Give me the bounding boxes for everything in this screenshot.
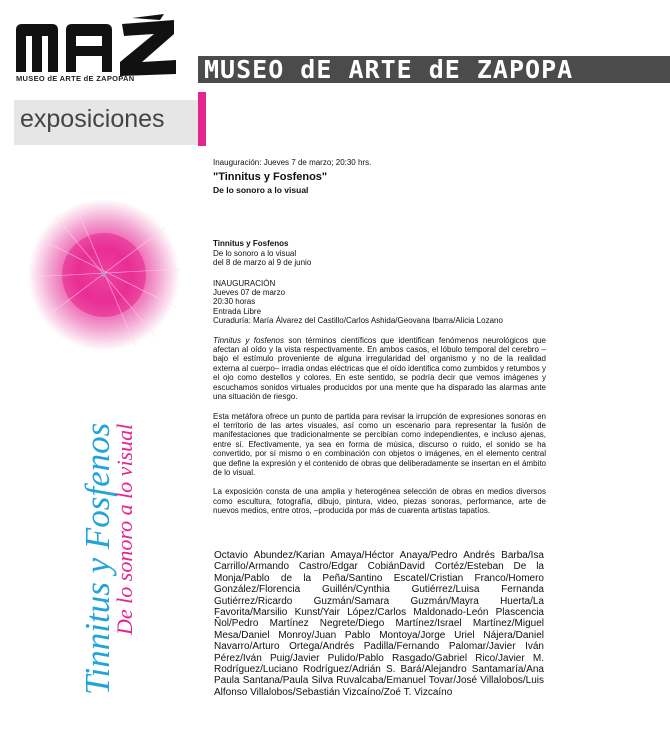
logo-caption: MUSEO dE ARTE dE ZAPOPAN xyxy=(16,74,135,83)
description-paragraph-3: La exposición consta de una amplia y heterogénea selección de obras en medios diversos como escultura, fotografía, dibujo, pintura, video, piezas sonoras, performance, arte de nuevos medios, entre otros, –producida por más de cuarenta artistas tapatíos. xyxy=(213,487,546,516)
inauguration-line: Inauguración: Jueves 7 de marzo; 20:30 hrs. xyxy=(213,158,372,167)
banner-text: MUSEO dE ARTE dE ZAPOPA xyxy=(204,56,574,83)
info-dates: del 8 de marzo al 9 de junio xyxy=(213,258,312,268)
exhibition-content xyxy=(213,158,546,516)
info-inauguration-label: INAUGURACIÓN xyxy=(213,278,276,288)
glowing-orb-image xyxy=(26,197,182,353)
exhibition-title: "Tinnitus y Fosfenos" xyxy=(213,171,328,184)
description-paragraph-2: Esta metáfora ofrece un punto de partida para revisar la irrupción de expresiones sonoras en el territorio de las artes visuales, así como un escenario para representar la fusión de manifestaciones que tradicionalmente se percibían como independientes, e incluso ajenas, entre sí. Efectivamente, ya sea en forma de música, discurso o ruido, el sonido se ha convertido, por sí mismo o en combinación con objetos o imágenes, en el elemento central que define la expresión y el contenido de obras que deliberadamente se insertan en el ámbito de lo visual. xyxy=(213,411,546,477)
info-inauguration-time: 20:30 horas xyxy=(213,297,256,307)
poster-subtitle: De lo sonoro a lo visual xyxy=(112,423,137,635)
info-inauguration-date: Jueves 07 de marzo xyxy=(213,288,286,298)
description-paragraph-1 xyxy=(213,336,546,402)
artist-list: Octavio Abundez/Karian Amaya/Héctor Anaya/Pedro Andrés Barba/Isa Carrillo/Armando Castro/Edgar CobiánDavid Cortéz/Esteban De la Monja/Pablo de la Peña/Santino Escatel/Cristian Franco/Homero González/Florencia Guillén/Cynthia Gutiérrez/Luisa Fernanda Gutiérrez/Ricardo Guzmán/Samara Guzmán/Mayra Huerta/La Favorita/Marsilio Kunst/Yair López/Carlos Maldonado-León Plascencia Ñol/Pedro Martínez Negrete/Diego Martínez/Israel Martínez/Miguel Mesa/Daniel Monroy/Juan Pablo Montoya/Jorge Uriel Nájera/Daniel Navarro/Arturo Ortega/Andrés Padilla/Fernando Palomar/Javier Iván Pérez/Iván Puig/Javier Pulido/Pablo Rasgado/Gabriel Rico/Javier M. Rodríguez/Luciano Rodríguez/Adrián S. Bará/Alejandro Santamaría/Ana Paula Santana/Paula Silva Ruvalcaba/Emanuel Tovar/José Villalobos/Luis Alfonso Villalobos/Sebastián Vizcaíno/Zoé T. Vizcaíno xyxy=(214,550,544,698)
poster-title: Tinnitus y Fosfenos xyxy=(78,422,117,695)
info-name: Tinnitus y Fosfenos xyxy=(213,239,289,249)
exhibition-info xyxy=(213,239,546,325)
museum-banner xyxy=(198,56,670,83)
info-tagline: De lo sonoro a lo visual xyxy=(213,248,297,258)
exhibition-subtitle: De lo sonoro a lo visual xyxy=(213,185,309,196)
description-text: son términos científicos que identifican fenómenos neurológicos que afectan al oído y la vista respectivamente. En ambos casos, el lóbulo temporal del cerebro –bajo el estímulo proveniente de alguna irregularidad del organismo y no de la realidad externa al cuerpo– irradia ondas eléctricas que el oído identifica como zumbidos y retumbos y el ojo como destellos y colores. En este sentido, se podría decir que vemos imágenes y escuchamos sonidos virtuales producidos por una mente que ha disparado las alarmas ante una situación de riesgo. xyxy=(213,335,546,402)
section-accent-strip xyxy=(198,92,206,146)
section-title[interactable]: exposiciones xyxy=(20,105,165,133)
poster-vertical-titles xyxy=(60,380,150,700)
info-curation: Curaduría: María Álvarez del Castillo/Carlos Ashida/Geovana Ibarra/Alicia Lozano xyxy=(213,316,503,326)
info-entry: Entrada Libre xyxy=(213,306,262,316)
description-term: Tinnitus y fosfenos xyxy=(213,335,284,345)
